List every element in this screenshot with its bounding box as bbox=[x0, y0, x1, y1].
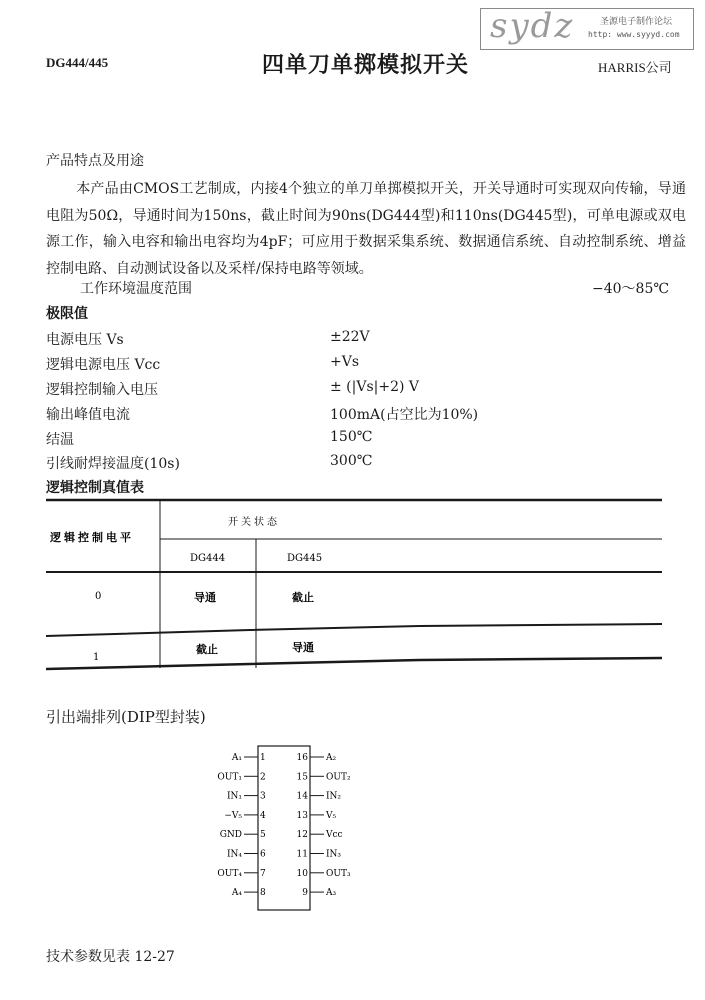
table-row-rule bbox=[46, 624, 662, 636]
limit-value: ±22V bbox=[330, 329, 370, 345]
ic-body bbox=[258, 746, 310, 910]
limit-label: 逻辑电源电压 Vcc bbox=[46, 357, 161, 373]
limit-value: 150℃ bbox=[330, 429, 373, 445]
pin-name: IN₄ bbox=[226, 849, 242, 860]
limit-label: 输出峰值电流 bbox=[46, 407, 130, 423]
pin-name: IN₂ bbox=[326, 791, 342, 802]
pin-group bbox=[217, 753, 351, 898]
pin-number: 2 bbox=[260, 772, 266, 783]
pin-number: 15 bbox=[296, 772, 308, 783]
manufacturer: HARRIS公司 bbox=[598, 60, 672, 75]
pin-name: OUT₃ bbox=[326, 868, 351, 879]
pin-number: 3 bbox=[260, 791, 266, 802]
temp-range-value: −40～85℃ bbox=[592, 281, 670, 297]
pin-name: OUT₂ bbox=[326, 772, 351, 783]
pin-name: A₄ bbox=[231, 888, 242, 899]
pin-name: A₂ bbox=[326, 753, 337, 763]
watermark-logo: sydz bbox=[490, 6, 575, 46]
page-title: 四单刀单掷模拟开关 bbox=[262, 52, 470, 78]
col-switch-state: 开关状态 bbox=[228, 517, 280, 528]
limits-heading: 极限值 bbox=[46, 306, 88, 322]
pin-number: 1 bbox=[260, 753, 266, 763]
watermark-site-name: 圣源电子制作论坛 bbox=[600, 17, 673, 27]
reference-note: 技术参数见表 12-27 bbox=[46, 949, 175, 965]
col-dg444: DG444 bbox=[190, 553, 226, 564]
pin-name: −V₅ bbox=[224, 810, 242, 821]
limit-label: 逻辑控制输入电压 bbox=[46, 382, 158, 398]
pin-number: 11 bbox=[296, 849, 308, 860]
pin-name: A₃ bbox=[326, 888, 337, 899]
limit-value: 100mA(占空比为10%) bbox=[330, 407, 479, 423]
part-number: DG444/445 bbox=[46, 55, 109, 70]
pin-name: GND bbox=[219, 830, 242, 841]
limit-label: 电源电压 Vs bbox=[46, 332, 124, 348]
features-heading: 产品特点及用途 bbox=[46, 153, 144, 169]
pin-number: 10 bbox=[296, 868, 308, 879]
pin-number: 6 bbox=[260, 849, 266, 860]
features-text: 本产品由CMOS工艺制成，内接4个独立的单刀单掷模拟开关，开关导通时可实现双向传输，导通电阻为50Ω，导通时间为150ns，截止时间为90ns(DG444型)和110ns(DG445型)，可单电源或双电源工作，输入电容和输出电容均为4pF；可应用于数据采集系统、数据通信系统、自动控制系统、增益控制电路、自动测试设备以及采样/保持电路等领域。 bbox=[46, 181, 686, 277]
row-dg444: 截止 bbox=[196, 643, 218, 656]
truth-table-heading: 逻辑控制真值表 bbox=[46, 480, 144, 496]
pin-number: 12 bbox=[296, 830, 308, 841]
temp-range-label: 工作环境温度范围 bbox=[80, 281, 192, 297]
pin-number: 8 bbox=[260, 888, 266, 899]
pin-number: 4 bbox=[260, 810, 266, 821]
col-logic-level: 逻辑控制电平 bbox=[50, 531, 134, 544]
pin-number: 7 bbox=[260, 868, 266, 879]
pin-name: Vcc bbox=[326, 830, 343, 841]
pin-number: 16 bbox=[296, 753, 308, 763]
watermark-url: http: www.syyyd.com bbox=[588, 30, 680, 39]
pinout-heading: 引出端排列(DIP型封装) bbox=[46, 708, 206, 726]
pin-name: OUT₄ bbox=[217, 868, 242, 879]
pin-number: 9 bbox=[302, 888, 308, 899]
row-dg445: 截止 bbox=[292, 591, 314, 604]
pin-name: A₁ bbox=[231, 753, 242, 763]
limit-value: ± (|Vs|+2) V bbox=[330, 379, 420, 395]
pin-number: 13 bbox=[296, 810, 308, 821]
limit-value: +Vs bbox=[330, 354, 360, 370]
limit-value: 300℃ bbox=[330, 453, 373, 469]
col-dg445: DG445 bbox=[287, 553, 323, 564]
pin-name: IN₁ bbox=[226, 791, 242, 802]
truth-table bbox=[46, 500, 662, 669]
table-bottom-rule bbox=[46, 658, 662, 669]
pin-name: V₅ bbox=[326, 810, 337, 821]
pin-number: 14 bbox=[296, 791, 308, 802]
pin-name: IN₃ bbox=[326, 849, 342, 860]
row-dg445: 导通 bbox=[292, 641, 314, 654]
limit-label: 结温 bbox=[46, 432, 74, 448]
row-dg444: 导通 bbox=[194, 591, 216, 604]
row-level: 1 bbox=[93, 652, 100, 663]
pin-number: 5 bbox=[260, 830, 266, 841]
row-level: 0 bbox=[95, 591, 102, 602]
pin-name: OUT₁ bbox=[217, 772, 242, 783]
limit-label: 引线耐焊接温度(10s) bbox=[46, 456, 180, 472]
